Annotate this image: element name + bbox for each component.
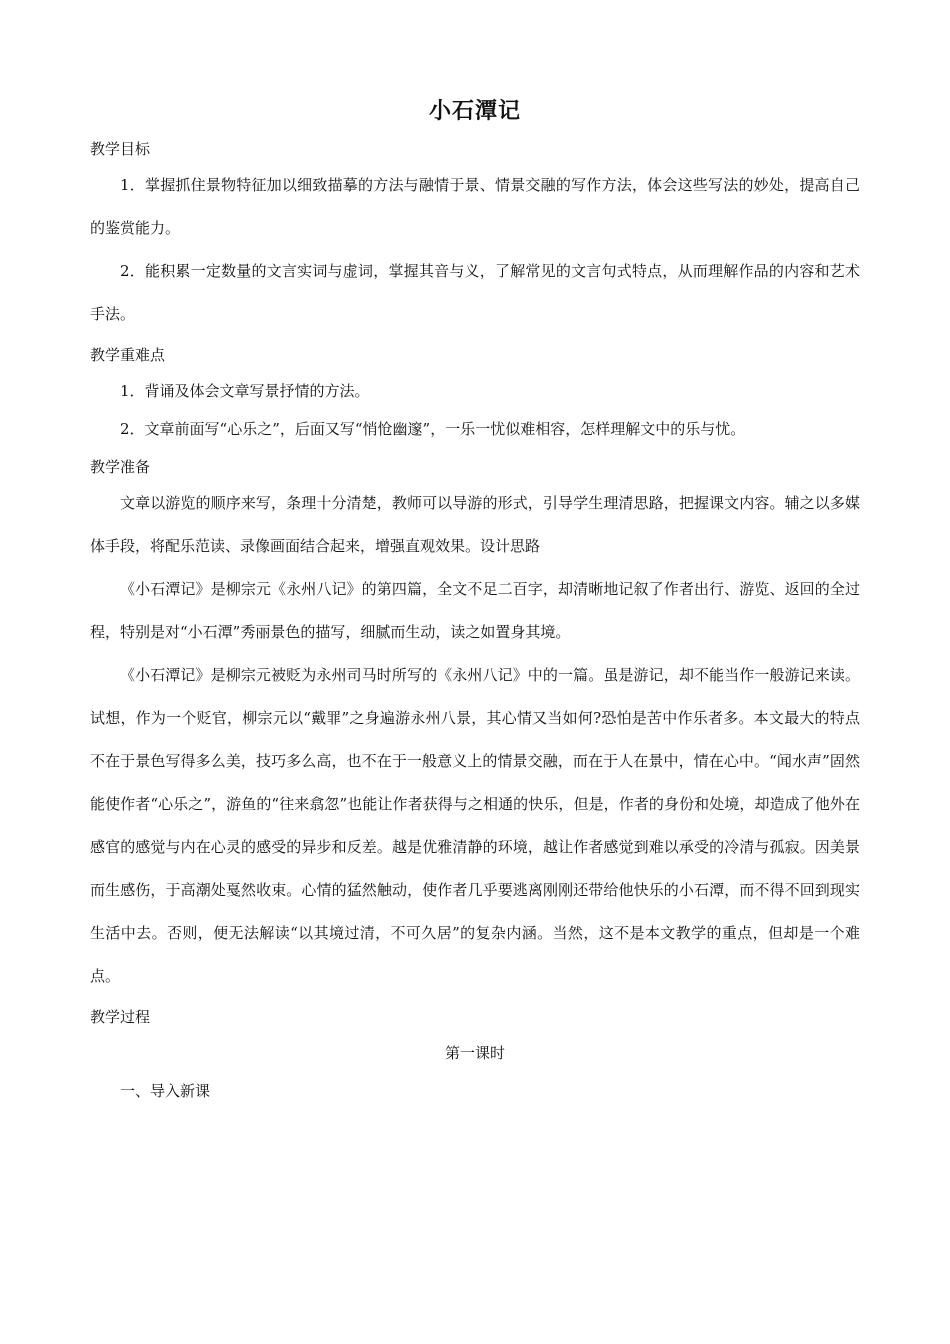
heading-preparation: 教学准备: [90, 458, 151, 476]
process-step-1: 一、导入新课: [120, 1082, 211, 1100]
document-page: [90, 96, 860, 1116]
key-point-item-1: 1．背诵及体会文章写景抒情的方法。: [120, 382, 370, 400]
goal-item-2: 2．能积累一定数量的文言实词与虚词，掌握其音与义，了解常见的文言句式特点，从而理解作品的内容和艺术手法。: [90, 262, 860, 323]
preparation-paragraph-1: 文章以游览的顺序来写，条理十分清楚，教师可以导游的形式，引导学生理清思路，把握课文内容。辅之以多媒体手段，将配乐范读、录像画面结合起来，增强直观效果。设计思路: [90, 494, 860, 555]
goals-block: [90, 164, 860, 336]
heading-teaching-process: 教学过程: [90, 1008, 151, 1026]
key-point-item-2: 2．文章前面写“心乐之”，后面又写“悄怆幽邃”，一乐一忧似难相容，怎样理解文中的乐与忧。: [120, 420, 746, 438]
preparation-paragraph-2: 《小石潭记》是柳宗元《永州八记》的第四篇，全文不足二百字，却清晰地记叙了作者出行、游览、返回的全过程，特别是对“小石潭”秀丽景色的描写，细腻而生动，读之如置身其境。: [90, 580, 860, 641]
document-title: 小石潭记: [428, 99, 521, 124]
lesson-label: 第一课时: [444, 1044, 505, 1062]
preparation-paragraph-3: 《小石潭记》是柳宗元被贬为永州司马时所写的《永州八记》中的一篇。虽是游记，却不能当作一般游记来读。试想，作为一个贬官，柳宗元以“戴罪”之身遍游永州八景，其心情又当如何?恐怕是苦中作乐者多。本文最大的特点不在于景色写得多么美，技巧多么高，也不在于一般意义上的情景交融，而在于人在景中，情在心中。“闻水声”固然能使作者“心乐之”，游鱼的“往来翕忽”也能让作者获得与之相通的快乐，但是，作者的身份和处境，却造成了他外在感官的感觉与内在心灵的感受的异步和反差。越是优雅清静的环境，越让作者感觉到难以承受的冷清与孤寂。因美景而生感伤，于高潮处戛然收束。心情的猛然触动，使作者几乎要逃离刚刚还带给他快乐的小石潭，而不得不回到现实生活中去。否则，便无法解读“以其境过清，不可久居”的复杂内涵。当然，这不是本文教学的重点，但却是一个难点。: [90, 666, 860, 985]
goal-item-1: 1．掌握抓住景物特征加以细致描摹的方法与融情于景、情景交融的写作方法，体会这些写法的妙处，提高自己的鉴赏能力。: [90, 176, 860, 237]
heading-teaching-goals: 教学目标: [90, 140, 151, 158]
heading-key-points: 教学重难点: [90, 346, 166, 364]
preparation-block: [90, 482, 860, 998]
